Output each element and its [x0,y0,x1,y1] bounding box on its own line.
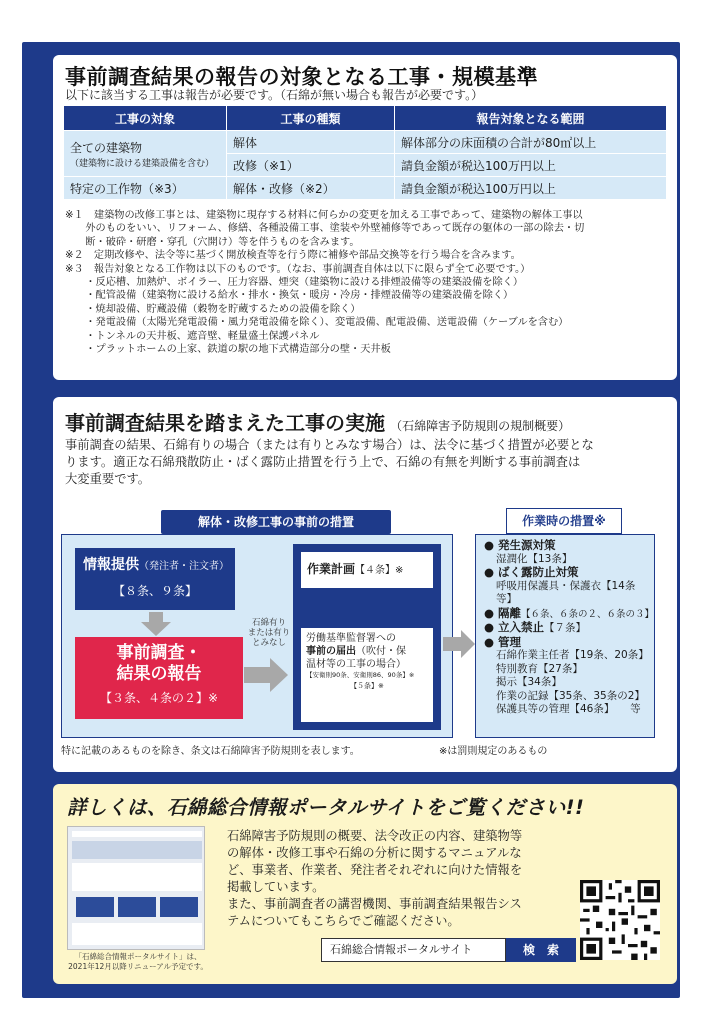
footnote-right: ※は罰則規定のあるもの [439,746,548,757]
section3-body [227,828,523,930]
plan-title: 作業計画 [307,562,356,576]
measure-item: 掲示【34条】 [496,676,562,688]
measure-title: ばく露防止対策 [498,565,579,579]
notify-line: 労働基準監督署への [306,633,396,644]
notification-block [301,628,433,722]
note-line: ・発電設備（太陽光発電設備・風力発電設備を除く）、変電設備、配電設備、送電設備（ケーブルを含む） [65,317,569,329]
note-line: ※３ 報告対象となる工作物は以下のものです。（なお、事前調査自体は以下に限らず全て必要です。） [65,263,531,275]
table-cell: 請負金額が税込100万円以上 [395,177,667,200]
note-line: ・トンネルの天井板、遮音壁、軽量盛土保護パネル [65,330,320,342]
measure-title: 隔離 [498,605,522,620]
notify-sub: 【安衛則90条、安衛則86、90条】※ [306,671,415,679]
table-header: 工事の対象 [64,106,227,131]
note-line: 断・破砕・研磨・穿孔（穴開け）等を伴うものを含みます。 [65,236,360,248]
note-line: ・反応槽、加熱炉、ボイラー、圧力容器、煙突（建築物に設ける排煙設備等の建築設備を除く） [65,277,524,289]
notes-list [65,209,665,356]
work-time-box: ● 発生源対策 湿潤化【13条】 ● ばく露防止対策 呼吸用保護具・保護衣【14条等】 ● 隔離【６条、６条の２、６条の３】 ● 立入禁止【７条】 ● 管理 石綿作業主任者【19条、20条】 特別教育【27条】 掲示【34条】 作業の記録【35条、35条の2】 保護具等の管理【46条】 等 [475,534,655,738]
caption-line: 「石綿総合情報ポータルサイト」は、 [74,952,202,961]
measure-item: 石綿作業主任者【19条、20条】 [496,649,649,661]
table-cell: 解体・改修（※2） [227,177,395,200]
plan-articles: 【４条】※ [355,565,404,576]
section1-subtitle: 以下に該当する工事は報告が必要です。（石綿が無い場合も報告が必要です。） [65,88,484,102]
note-line: 外のものをいい、リフォーム、修繕、各種設備工事、塗装や外壁補修等であって既存の躯体の一部の除去・切 [65,223,585,235]
notify-line: 温材等の工事の場合） [306,659,406,670]
table-cell: 解体部分の床面積の合計が80㎡以上 [395,131,667,154]
measure-item: 呼吸用保護具・保護衣【14条等】 [496,579,636,605]
body-line: テムについてもこちらでご確認ください。 [227,914,460,928]
measure-item: 作業の記録【35条、35条の2】 [496,689,645,702]
info-sub: （発注者・注文者） [139,561,229,572]
pre-work-header: 解体・改修工事の事前の措置 [161,510,391,534]
caption-line: 2021年12月以降リニューアル予定です。 [68,962,208,971]
table-header: 工事の種類 [227,106,395,131]
criteria-table [63,105,667,200]
body-line: 掲載しています。 [227,880,325,894]
right-arrow-icon [244,658,288,692]
table-cell: 請負金額が税込100万円以上 [395,154,667,177]
body-line: 石綿障害予防規則の概要、法令改正の内容、建築物等 [227,829,523,843]
qr-code-icon[interactable] [580,880,660,960]
table-cell: 解体 [227,131,395,154]
section3-title: 詳しくは、石綿総合情報ポータルサイトをご覧ください!! [67,796,585,819]
table-cell: 特定の工作物（※3） [64,177,227,200]
work-plan-block [301,552,433,588]
target-note: （建築物に設ける建築設備を含む） [70,158,215,169]
process-diagram [61,510,667,758]
section-implementation [53,397,677,772]
info-title: 情報提供 [83,557,139,573]
note-line: ※２ 定期改修や、法令等に基づく開放検査等を行う際に補修や部品交換等を行う場合を含みます。 [65,250,521,262]
body-line: ど、事業者、作業者、発注者それぞれに向けた情報を [227,863,523,877]
section-report-criteria [53,55,677,380]
survey-line1: 事前調査・ [116,643,202,663]
measure-inline: 【７条】 [544,622,587,634]
info-articles: 【８条、９条】 [112,584,197,598]
right-arrow-icon [443,630,475,658]
notify-line: （吹付・保 [356,646,406,657]
branch-label [247,618,291,648]
target-label: 全ての建築物 [70,140,143,155]
measure-title: 管理 [498,634,522,649]
survey-report-block [75,637,243,719]
measure-inline: 【６条、６条の２、６条の３】 [521,608,655,620]
down-arrow-icon [141,612,171,636]
body-line: 事前調査の結果、石綿有りの場合（または有りとみなす場合）は、法令に基づく措置が必要とな [65,438,594,452]
portal-thumbnail[interactable] [67,826,205,950]
section2-heading [65,407,570,436]
info-provision-block [75,548,235,610]
notify-sub2: 【５条】※ [350,682,384,690]
measure-item: 湿潤化【13条】 [496,552,573,565]
section1-title: 事前調査結果の報告の対象となる工事・規模基準 [65,65,538,89]
body-line: の解体・改修工事や石綿の分析に関するマニュアルな [227,846,522,860]
measure-title: 立入禁止 [498,620,545,634]
thumb-caption [63,952,213,972]
table-header-row [64,106,667,131]
search-button[interactable]: 検 索 [506,938,576,962]
note-line: ※１ 建築物の改修工事とは、建築物に現存する材料に何らかの変更を加える工事であって、建築物の解体工事以 [65,210,583,221]
section2-title-note: （石綿障害予防規則の規制概要） [390,419,571,433]
survey-line2: 結果の報告 [116,664,202,684]
table-row [64,131,667,154]
branch-line: 石綿有り [251,618,286,628]
body-line: ります。適正な石綿飛散防止・ばく露防止措置を行う上で、石綿の有無を判断する事前調査は [65,455,581,469]
note-line: ・配管設備（建築物に設ける給水・排水・換気・暖房・冷房・排煙設備等の建築設備を除く） [65,290,514,302]
notify-line: 事前の届出 [306,646,356,657]
work-time-header: 作業時の措置※ [506,508,622,534]
table-header: 報告対象となる範囲 [395,106,667,131]
branch-line: とみなし [251,638,286,648]
portal-search-bar [321,938,576,962]
branch-line: または有り [247,628,291,638]
section-portal [53,784,677,984]
measure-item: 保護具等の管理【46条】 等 [496,703,641,715]
section2-body [65,437,670,488]
section2-title: 事前調査結果を踏まえた工事の実施 [65,411,385,435]
body-line: 大変重要です。 [65,472,151,486]
table-row [64,177,667,200]
note-line: ・プラットホームの上家、鉄道の駅の地下式構造部分の壁・天井板 [65,344,391,356]
search-input[interactable]: 石綿総合情報ポータルサイト [321,938,506,962]
survey-articles: 【３条、４条の２】※ [99,691,219,705]
note-line: ・焼却設備、貯蔵設備（穀物を貯蔵するための設備を除く） [65,303,361,315]
table-cell: 改修（※1） [227,154,395,177]
measure-title: 発生源対策 [498,538,556,552]
table-cell [64,131,227,177]
body-line: また、事前調査者の講習機関、事前調査結果報告シス [227,897,522,911]
footnote-left: 特に記載のあるものを除き、条文は石綿障害予防規則を表します。 [61,746,360,757]
measure-item: 特別教育【27条】 [496,662,583,675]
